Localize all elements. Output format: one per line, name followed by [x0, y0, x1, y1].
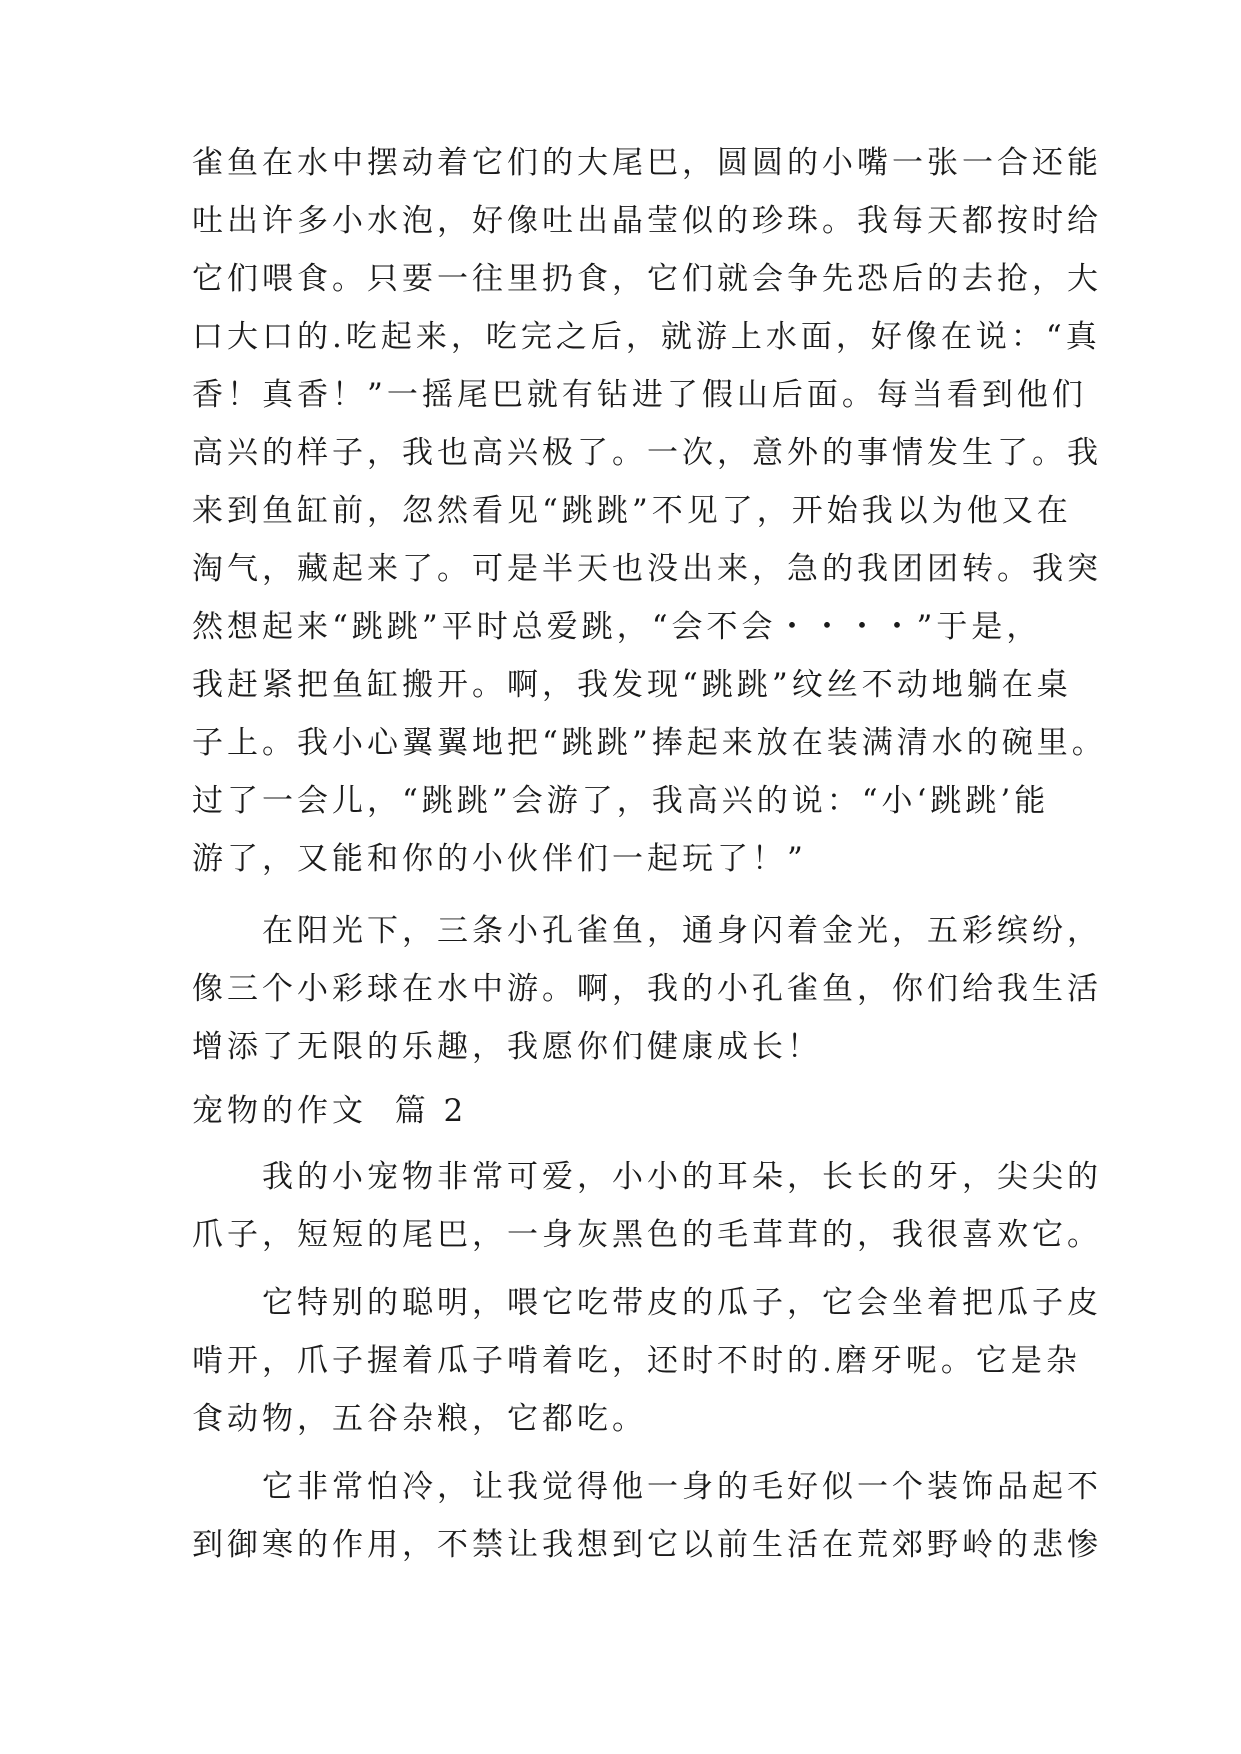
text-line: 它们喂食。只要一往里扔食，它们就会争先恐后的去抢，大	[192, 261, 1102, 297]
text-line: 雀鱼在水中摆动着它们的大尾巴，圆圆的小嘴一张一合还能	[192, 145, 1102, 181]
text-line: 高兴的样子，我也高兴极了。一次，意外的事情发生了。我	[192, 435, 1102, 471]
text-line: 到御寒的作用，不禁让我想到它以前生活在荒郊野岭的悲惨	[192, 1527, 1102, 1563]
section-heading: 宠物的作文 篇 2	[192, 1093, 468, 1129]
text-line: 在阳光下，三条小孔雀鱼，通身闪着金光，五彩缤纷，	[192, 913, 1102, 949]
text-line: 我的小宠物非常可爱，小小的耳朵，长长的牙，尖尖的	[192, 1159, 1102, 1195]
text-line: 啃开，爪子握着瓜子啃着吃，还时不时的.磨牙呢。它是杂	[192, 1343, 1081, 1379]
text-line: 游了，又能和你的小伙伴们一起玩了！”	[192, 841, 807, 877]
text-line: 像三个小彩球在水中游。啊，我的小孔雀鱼，你们给我生活	[192, 971, 1102, 1007]
text-line: 它非常怕冷，让我觉得他一身的毛好似一个装饰品起不	[192, 1469, 1102, 1505]
text-line: 香！真香！”一摇尾巴就有钻进了假山后面。每当看到他们	[192, 377, 1087, 413]
text-line: 食动物，五谷杂粮，它都吃。	[192, 1401, 647, 1437]
text-line: 过了一会儿，“跳跳”会游了，我高兴的说：“小‘跳跳’能	[192, 783, 1050, 819]
text-line: 淘气，藏起来了。可是半天也没出来，急的我团团转。我突	[192, 551, 1102, 587]
text-line: 它特别的聪明，喂它吃带皮的瓜子，它会坐着把瓜子皮	[192, 1285, 1102, 1321]
text-line: 然想起来“跳跳”平时总爱跳，“会不会・・・・”于是，	[192, 609, 1042, 645]
text-line: 增添了无限的乐趣，我愿你们健康成长！	[192, 1029, 822, 1065]
text-line: 吐出许多小水泡，好像吐出晶莹似的珍珠。我每天都按时给	[192, 203, 1102, 239]
text-line: 口大口的.吃起来，吃完之后，就游上水面，好像在说：“真	[192, 319, 1101, 355]
text-line: 来到鱼缸前，忽然看见“跳跳”不见了，开始我以为他又在	[192, 493, 1072, 529]
text-line: 爪子，短短的尾巴，一身灰黑色的毛茸茸的，我很喜欢它。	[192, 1217, 1102, 1253]
text-line: 我赶紧把鱼缸搬开。啊，我发现“跳跳”纹丝不动地躺在桌	[192, 667, 1072, 703]
text-line: 子上。我小心翼翼地把“跳跳”捧起来放在装满清水的碗里。	[192, 725, 1107, 761]
